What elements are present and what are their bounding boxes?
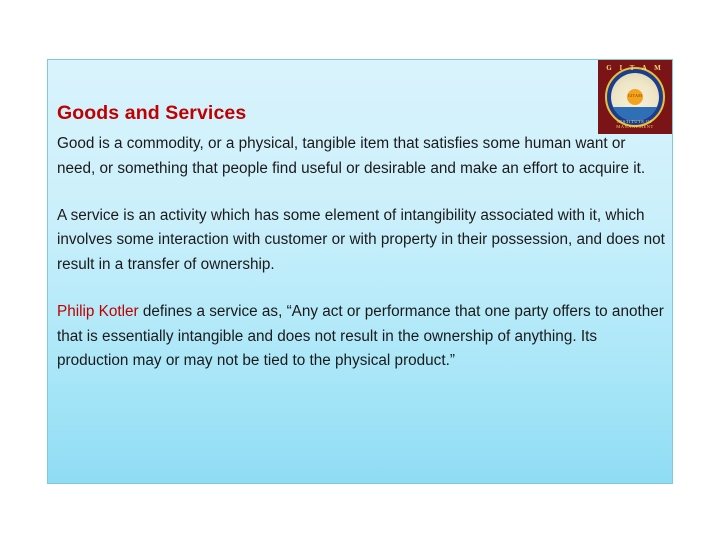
- quote-author: Philip Kotler: [57, 302, 139, 320]
- paragraph-kotler-quote: [57, 300, 665, 374]
- slide-body: [57, 132, 665, 374]
- page-title: Goods and Services: [57, 102, 247, 124]
- quote-text: defines a service as, “Any act or performance that one party offers to another that is essentially intangible and does not result in the ownership of anything. Its production may or may not be tied to the physical product.”: [57, 302, 664, 370]
- paragraph-service-definition: A service is an activity which has some element of intangibility associated with it, which involves some interaction with customer or with property in their possession, and does not result in a transfer of ownership.: [57, 206, 665, 274]
- logo-mid-text: GITAM: [627, 93, 643, 98]
- logo-bottom-text: INSTITUTE OF MANAGEMENT: [616, 119, 654, 129]
- logo-inner-emblem: [611, 73, 659, 121]
- logo-letters: G I T A M: [606, 64, 664, 72]
- paragraph-goods-definition: Good is a commodity, or a physical, tangible item that satisfies some human want or need, or something that people find useful or desirable and make an effort to acquire it.: [57, 135, 646, 177]
- gitam-logo: [598, 60, 672, 134]
- slide-canvas: [47, 59, 673, 484]
